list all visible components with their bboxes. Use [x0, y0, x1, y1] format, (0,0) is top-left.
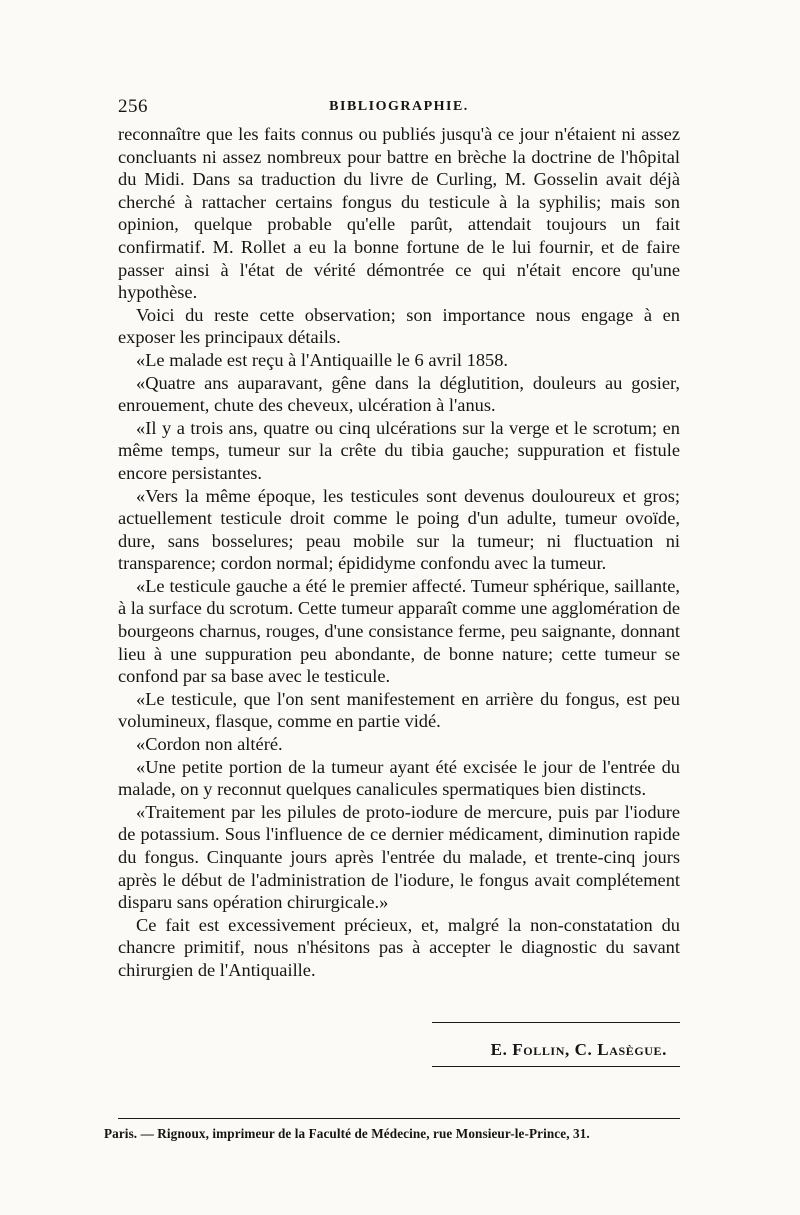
running-head: BIBLIOGRAPHIE.	[329, 99, 469, 114]
signature-rule-bottom	[432, 1066, 680, 1067]
paragraph: Ce fait est excessivement précieux, et, malgré la non-constatation du chancre primitif, nous n'hésitons pas à accepter le diagnostic du savant chirurgien de l'Antiquaille.	[118, 914, 680, 980]
signature-rule-top	[432, 1022, 680, 1023]
paragraph: «Le testicule, que l'on sent manifestement en arrière du fongus, est peu volumineux, flasque, comme en partie vidé.	[118, 688, 680, 732]
body-text	[118, 123, 680, 982]
printer-imprint: Paris. — Rignoux, imprimeur de la Faculté de Médecine, rue Monsieur-le-Prince, 31.	[104, 1126, 590, 1141]
paragraph: «Vers la même époque, les testicules sont devenus douloureux et gros; actuellement testicule droit comme le poing d'un adulte, tumeur ovoïde, dure, sans bosselures; peau mobile sur la tumeur; ni fluctuation ni transparence; cordon normal; épididyme confondu avec la tumeur.	[118, 485, 680, 574]
page-header	[118, 96, 680, 120]
paragraph: «Le testicule gauche a été le premier affecté. Tumeur sphérique, saillante, à la surface du scrotum. Cette tumeur apparaît comme une agglomération de bourgeons charnus, rouges, d'une consistance ferme, peu saignante, donnant lieu à une suppuration peu abondante, de bonne nature; cette tumeur se confond par sa base avec le testicule.	[118, 575, 680, 687]
signature: E. Follin, C. Lasègue.	[490, 1040, 667, 1059]
page-number: 256	[118, 96, 148, 117]
paragraph: «Quatre ans auparavant, gêne dans la déglutition, douleurs au gosier, enrouement, chute des cheveux, ulcération à l'anus.	[118, 372, 680, 416]
paragraph: «Il y a trois ans, quatre ou cinq ulcérations sur la verge et le scrotum; en même temps, tumeur sur la crête du tibia gauche; suppuration et fistule encore persistantes.	[118, 417, 680, 483]
paragraph: «Traitement par les pilules de proto-iodure de mercure, puis par l'iodure de potassium. Sous l'influence de ce dernier médicament, diminution rapide du fongus. Cinquante jours après l'entrée du malade, et trente-cinq jours après le début de l'administration de l'iodure, le fongus avait complétement disparu sans opération chirurgicale.»	[118, 801, 680, 913]
imprint-rule	[118, 1118, 680, 1119]
paragraph: «Cordon non altéré.	[136, 734, 283, 755]
paragraph: «Le malade est reçu à l'Antiquaille le 6 avril 1858.	[136, 349, 509, 370]
paragraph: Voici du reste cette observation; son importance nous engage à en exposer les principaux détails.	[118, 304, 680, 348]
paragraph: «Une petite portion de la tumeur ayant été excisée le jour de l'entrée du malade, on y reconnut quelques canalicules spermatiques bien distincts.	[118, 756, 680, 800]
paragraph-continuation: reconnaître que les faits connus ou publiés jusqu'à ce jour n'étaient ni assez concluants ni assez nombreux pour battre en brèche la doctrine de l'hôpital du Midi. Dans sa traduction du livre de Curling, M. Gosselin avait déjà cherché à rattacher certains fongus du testicule à la syphilis; mais son opinion, quelque probable qu'elle parût, attendait toujours un fait confirmatif. M. Rollet a eu la bonne fortune de le lui fournir, et de faire passer ainsi à l'état de vérité démontrée ce qui n'était encore qu'une hypothèse.	[118, 124, 680, 303]
